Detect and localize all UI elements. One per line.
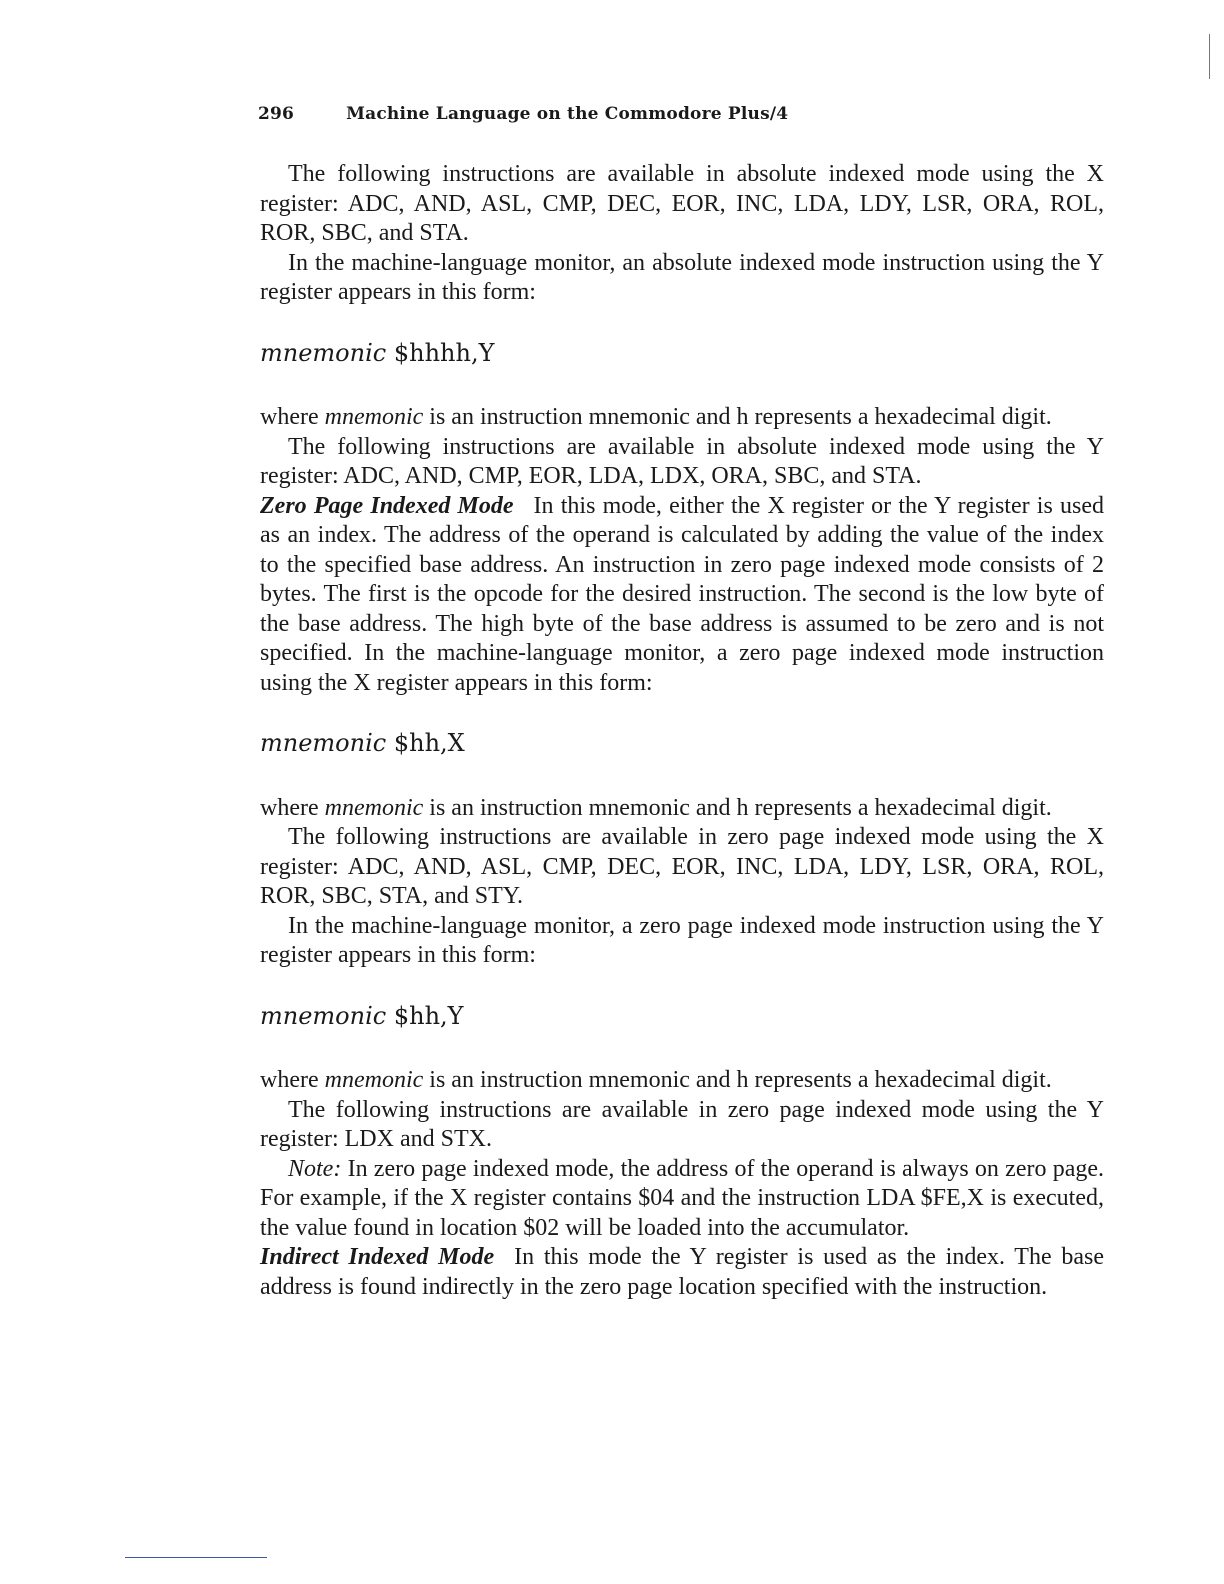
emphasis: mnemonic: [324, 794, 424, 821]
running-header: [258, 104, 788, 124]
text-run: where: [260, 1067, 325, 1093]
paragraph: [260, 1066, 1104, 1096]
section-text: In this mode the Y register is used as the index. The base address is found indirectly in the zero page location specified with the instruction.: [260, 1244, 1105, 1300]
paragraph: The following instructions are available in absolute indexed mode using the Y register: ADC, AND, CMP, EOR, LDA, LDX, ORA, SBC, and STA.: [260, 433, 1104, 489]
syntax-operand: $hh,Y: [393, 1001, 464, 1030]
section-text: In this mode, either the X register or the Y register is used as an index. The address of the operand is calculated by adding the value of the index to the specified base address. An instruction in zero page indexed mode consists of 2 bytes. The first is the opcode for the desired instruction. The second is the low byte of the base address. The high byte of the base address is assumed to be zero and is not specified. In the machine-language monitor, a zero page indexed mode instruction using the X register appears in this form:: [260, 492, 1104, 696]
paragraph: The following instructions are available in absolute indexed mode using the X register: ADC, AND, ASL, CMP, DEC, EOR, INC, LDA, LDY, LSR, ORA, ROL, ROR, SBC, and STA.: [260, 161, 1104, 246]
page-body: [260, 160, 1104, 1302]
note-label: Note:: [288, 1155, 342, 1182]
paragraph: In the machine-language monitor, an absolute indexed mode instruction using the Y register appears in this form:: [260, 249, 1104, 305]
footnote-rule: [125, 1557, 267, 1558]
running-title: Machine Language on the Commodore Plus/4: [346, 104, 789, 124]
note-paragraph: [260, 1155, 1104, 1244]
section-heading: Indirect Indexed Mode: [260, 1244, 495, 1270]
syntax-mnemonic: mnemonic: [260, 338, 387, 367]
text-run: is an instruction mnemonic and h represents a hexadecimal digit.: [423, 404, 1052, 430]
scan-edge-mark: [1209, 34, 1210, 79]
paragraph: [260, 794, 1104, 824]
syntax-mnemonic: mnemonic: [260, 729, 387, 757]
syntax-example: [260, 729, 1104, 759]
section-indirect-indexed: [260, 1243, 1104, 1302]
note-text: In zero page indexed mode, the address of the operand is always on zero page. For example, if the X register contains $04 and the instruction LDA $FE,X is executed, the value found in location $02 will be loaded into the accumulator.: [260, 1155, 1105, 1241]
emphasis: mnemonic: [324, 404, 424, 430]
paragraph: [260, 403, 1104, 433]
text-run: where: [260, 404, 325, 430]
syntax-operand: $hhhh,Y: [393, 338, 495, 367]
syntax-mnemonic: mnemonic: [260, 1001, 387, 1030]
text-run: is an instruction mnemonic and h represents a hexadecimal digit.: [423, 794, 1052, 821]
syntax-example: [260, 339, 1104, 369]
page-number: 296: [258, 104, 295, 124]
text-run: where: [260, 794, 325, 821]
section-heading: Zero Page Indexed Mode: [260, 492, 514, 519]
section-zero-page-indexed: [260, 492, 1104, 699]
syntax-operand: $hh,X: [393, 729, 465, 757]
text-run: is an instruction mnemonic and h represents a hexadecimal digit.: [423, 1067, 1052, 1093]
emphasis: mnemonic: [324, 1067, 424, 1093]
paragraph: In the machine-language monitor, a zero page indexed mode instruction using the Y register appears in this form:: [260, 912, 1104, 968]
paragraph: The following instructions are available in zero page indexed mode using the X register: ADC, AND, ASL, CMP, DEC, EOR, INC, LDA, LDY, LSR, ORA, ROL, ROR, SBC, STA, and STY.: [260, 824, 1104, 909]
syntax-example: [260, 1002, 1104, 1032]
paragraph: The following instructions are available in zero page indexed mode using the Y register: LDX and STX.: [260, 1096, 1104, 1152]
